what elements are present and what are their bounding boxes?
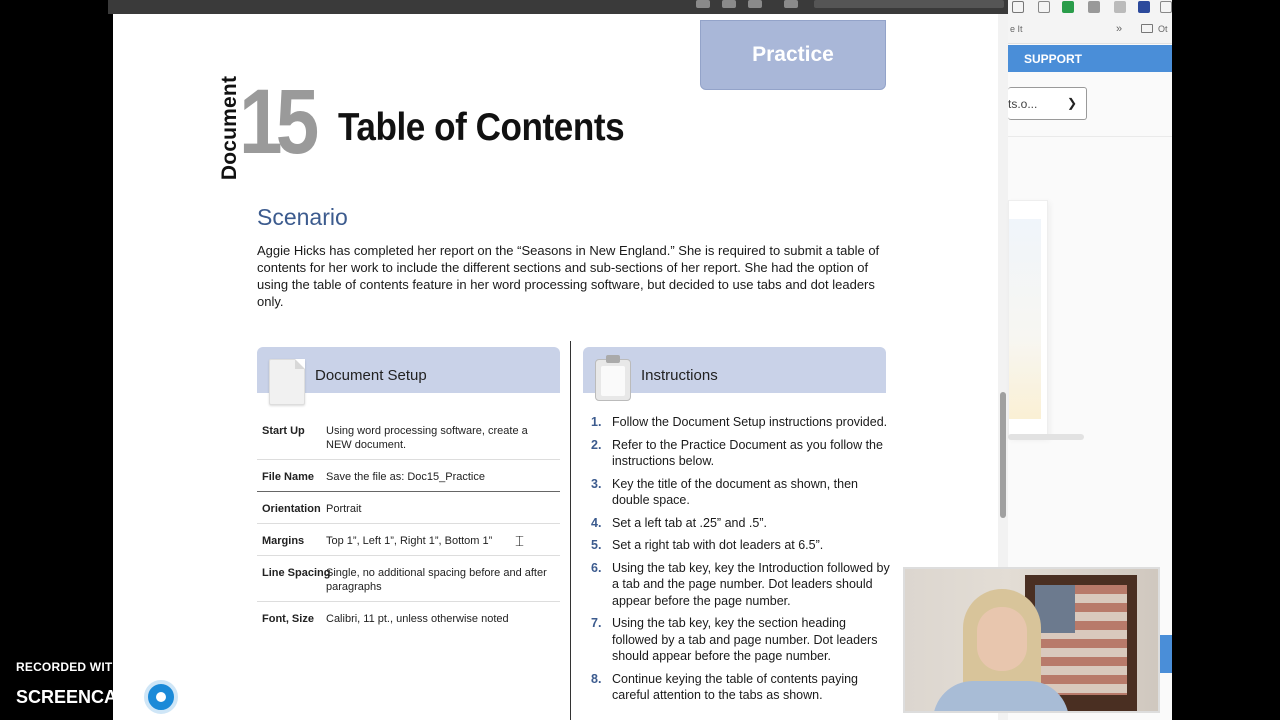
scenario-heading: Scenario — [257, 204, 348, 230]
chevron-down-icon: ❯ — [1066, 96, 1077, 110]
folder-icon[interactable] — [1141, 24, 1153, 33]
instruction-text: Follow the Document Setup instructions provided. — [612, 415, 888, 429]
setup-value: Using word processing software, create a NEW document. — [326, 425, 528, 451]
preview-image — [1009, 219, 1041, 419]
viewer-search-input[interactable] — [814, 0, 1004, 8]
clipboard-icon — [595, 359, 631, 401]
instruction-item — [591, 615, 891, 665]
setup-key: File Name — [262, 471, 314, 483]
instruction-number: 3. — [591, 476, 602, 491]
practice-tab: Practice — [700, 20, 886, 90]
more-bookmarks-icon[interactable]: » — [1116, 23, 1123, 35]
dropdown-icon[interactable] — [722, 0, 736, 8]
extension-2-icon[interactable] — [1138, 1, 1150, 13]
sheets-icon[interactable] — [1062, 1, 1074, 13]
instructions-header — [583, 347, 886, 393]
text-cursor-icon: ⌶ — [515, 533, 525, 550]
viewer-toolbar — [108, 0, 1008, 14]
setup-row-font-size — [257, 602, 560, 634]
screencast-logo-icon — [144, 680, 178, 714]
bookmark-item[interactable]: e It — [1010, 24, 1023, 34]
extension-icon[interactable] — [1114, 1, 1126, 13]
instruction-text: Using the tab key, key the section heading followed by a tab and page number. Dot leaders should appear before the page number. — [612, 616, 878, 663]
instruction-item — [591, 560, 891, 610]
document-setup-heading: Document Setup — [315, 367, 427, 384]
photo-icon[interactable] — [1088, 1, 1100, 13]
watermark-line1: RECORDED WITH — [16, 660, 122, 674]
browser-toolbar — [1008, 0, 1172, 44]
watermark-screencast: SCREENCAST — [16, 686, 141, 707]
presenter-face — [977, 607, 1027, 671]
instruction-item — [591, 414, 891, 431]
document-setup-header — [257, 347, 560, 393]
setup-row-line-spacing — [257, 556, 560, 602]
page-title: Table of Contents — [338, 106, 625, 149]
pen-icon[interactable] — [696, 0, 710, 8]
support-label: SUPPORT — [1024, 52, 1083, 66]
instruction-item — [591, 515, 891, 532]
instruction-text: Refer to the Practice Document as you follow the instructions below. — [612, 437, 883, 468]
instruction-number: 2. — [591, 437, 602, 452]
document-setup-table — [257, 414, 560, 634]
instruction-text: Set a left tab at .25” and .5”. — [612, 515, 767, 530]
document-vertical-text: Document — [218, 75, 241, 181]
instruction-text: Set a right tab with dot leaders at 6.5”. — [612, 538, 824, 552]
instruction-number: 6. — [591, 560, 602, 575]
setup-value: Portrait — [326, 503, 362, 515]
instruction-text: Using the tab key, key the Introduction followed by a tab and the page number. Dot leaders should appear before the page number. — [612, 560, 890, 608]
setup-row-file-name — [257, 460, 560, 492]
copy-icon[interactable] — [1012, 1, 1024, 13]
instruction-text: Key the title of the document as shown, then double space. — [612, 476, 858, 507]
instruction-number: 8. — [591, 671, 602, 686]
instructions-list — [591, 414, 891, 710]
watermark-matic: MATIC — [182, 686, 238, 707]
flag-canton — [1035, 585, 1075, 633]
card-shadow — [1008, 434, 1084, 440]
page-scrollbar-thumb[interactable] — [1000, 392, 1006, 518]
instruction-number: 1. — [591, 415, 602, 429]
instruction-number: 5. — [591, 538, 602, 552]
instruction-item — [591, 437, 891, 470]
preview-card[interactable] — [1008, 200, 1048, 438]
document-icon — [269, 359, 305, 405]
setup-key: Margins — [262, 535, 305, 547]
instruction-item — [591, 476, 891, 509]
screen-edge — [1172, 0, 1280, 720]
setup-key: Orientation — [262, 503, 321, 515]
setup-key: Start Up — [262, 425, 305, 437]
watermark-line2 — [16, 680, 238, 714]
setup-row-orientation — [257, 492, 560, 524]
course-select[interactable] — [1008, 87, 1087, 120]
instructions-heading: Instructions — [641, 367, 718, 384]
column-divider — [570, 341, 571, 720]
webcam-overlay — [903, 567, 1160, 713]
instruction-number: 7. — [591, 616, 602, 630]
setup-row-start-up — [257, 414, 560, 460]
other-bookmarks[interactable]: Ot — [1158, 24, 1168, 34]
setup-key: Font, Size — [262, 613, 314, 625]
document-page — [113, 14, 1008, 720]
screencast-watermark — [16, 660, 238, 707]
close-tab-icon[interactable] — [1160, 1, 1172, 13]
course-select-value: ts.o... — [1008, 97, 1038, 111]
pane-divider — [1008, 136, 1172, 137]
setup-value: Calibri, 11 pt., unless otherwise noted — [326, 613, 509, 625]
check-icon[interactable] — [1038, 1, 1050, 13]
scenario-text: Aggie Hicks has completed her report on the “Seasons in New England.” She is required to submit a table of contents for her work to include the different sections and sub-sections of her report. She had the option of using the table of contents feature in her word processing software, but decided to use tabs and dot leaders only. — [257, 243, 880, 309]
page-icon[interactable] — [748, 0, 762, 8]
setup-value: Save the file as: Doc15_Practice — [326, 471, 485, 483]
instruction-item — [591, 671, 891, 704]
setup-value: Single, no additional spacing before and after paragraphs — [326, 567, 547, 593]
support-nav[interactable] — [1008, 45, 1172, 72]
instruction-text: Continue keying the table of contents paying careful attention to the tabs as shown. — [612, 671, 859, 702]
instruction-number: 4. — [591, 515, 602, 530]
presenter-shirt — [933, 681, 1069, 713]
document-number: 15 — [239, 71, 313, 173]
setup-value: Top 1”, Left 1”, Right 1”, Bottom 1” — [326, 535, 493, 547]
setup-key: Line Spacing — [262, 567, 331, 579]
instruction-item — [591, 537, 891, 554]
share-icon[interactable] — [784, 0, 798, 8]
blue-button-edge[interactable] — [1158, 635, 1172, 673]
